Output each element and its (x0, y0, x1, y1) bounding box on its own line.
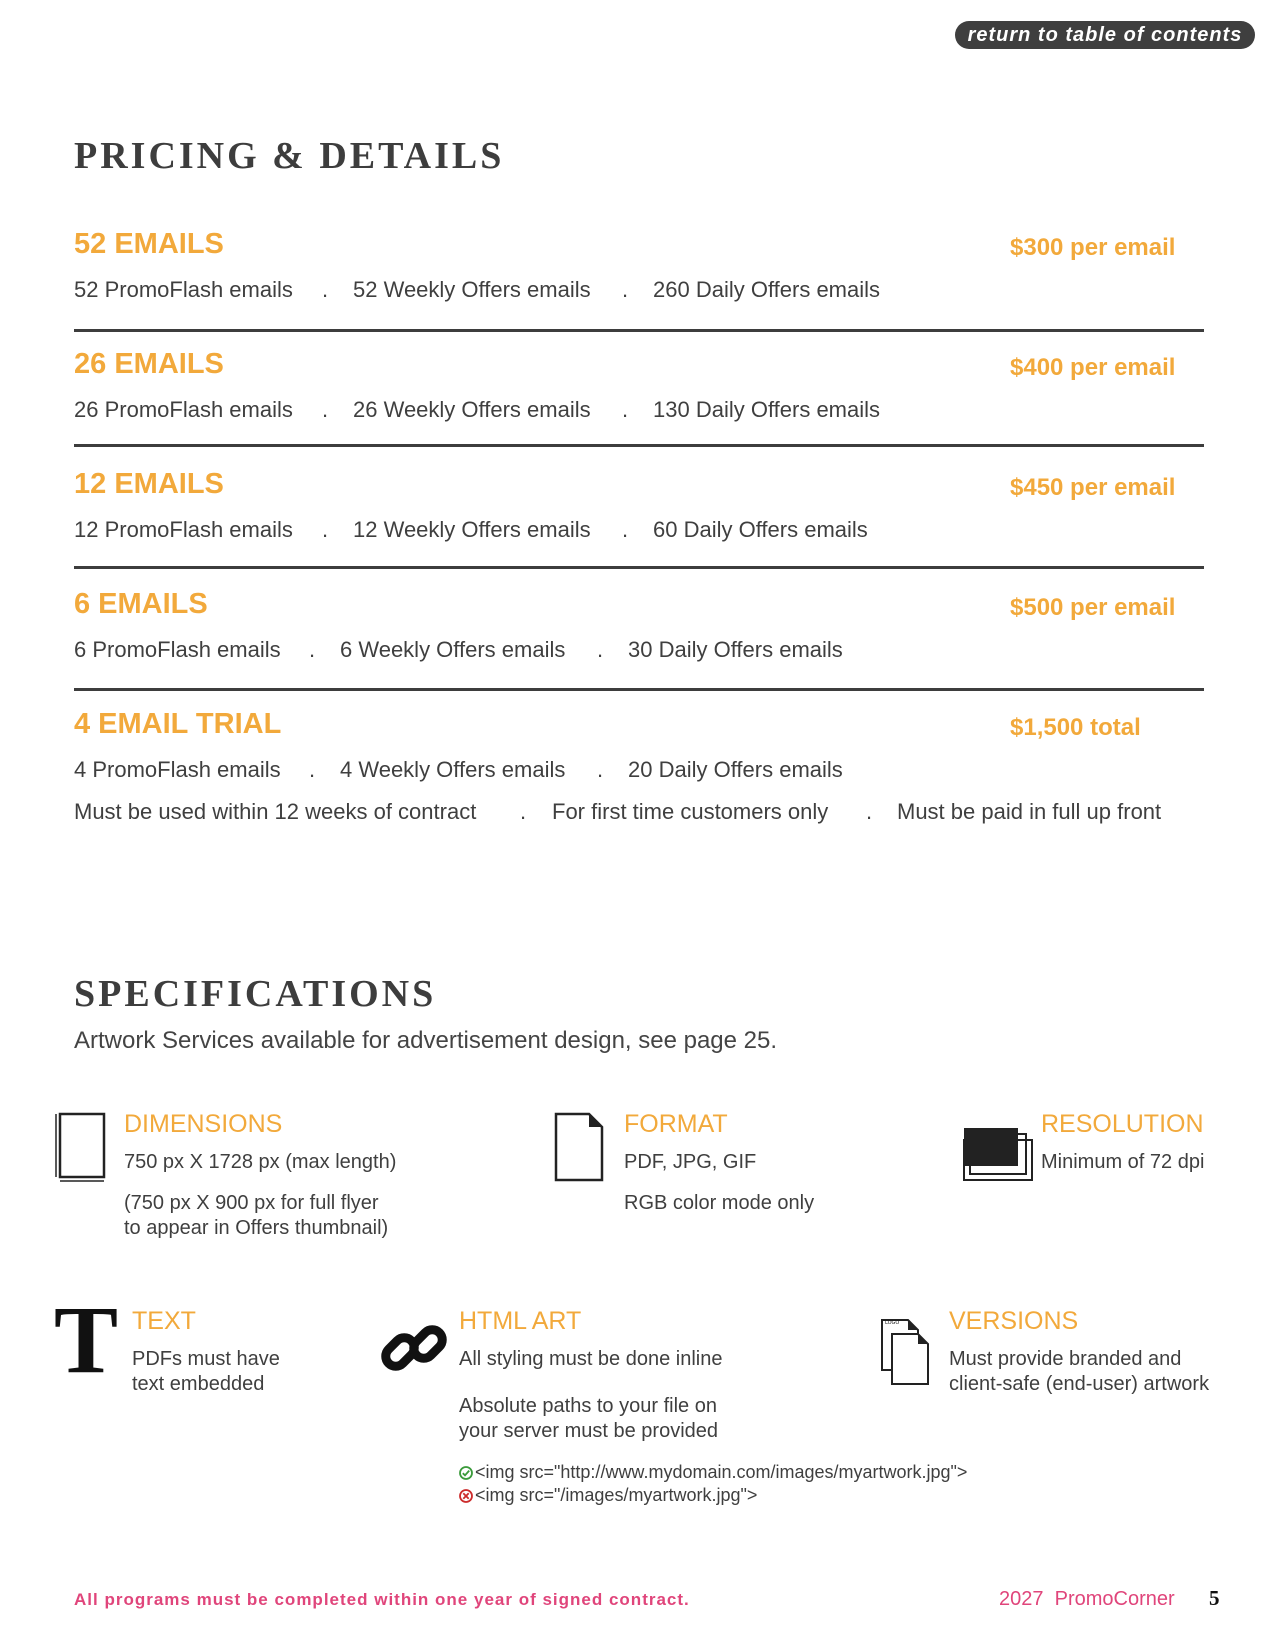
html-art-heading: HTML ART (459, 1307, 582, 1335)
text-icon: T (54, 1286, 119, 1393)
footer-note: All programs must be completed within one year of signed contract. (74, 1590, 690, 1609)
package-condition: Must be used within 12 weeks of contract (74, 799, 477, 824)
separator-dot: . (622, 277, 629, 302)
specifications-title: SPECIFICATIONS (74, 973, 437, 1015)
package-price: $300 per email (1010, 234, 1176, 261)
separator-dot: . (866, 799, 873, 824)
package-price: $400 per email (1010, 354, 1176, 381)
separator-dot: . (309, 757, 316, 782)
monitor-icon (962, 1126, 1034, 1182)
divider (74, 444, 1204, 447)
html-art-line: your server must be provided (459, 1420, 719, 1442)
separator-dot: . (309, 637, 316, 662)
package-detail: 4 PromoFlash emails (74, 757, 281, 782)
cross-icon (459, 1489, 473, 1503)
bad-example: <img src="/images/myartwork.jpg"> (475, 1485, 758, 1505)
package-name: 26 EMAILS (74, 348, 224, 380)
dimensions-line: (750 px X 900 px for full flyer (124, 1192, 379, 1214)
html-art-line: Absolute paths to your file on (459, 1395, 717, 1417)
versions-line: Must provide branded and (949, 1348, 1182, 1370)
package-detail: 60 Daily Offers emails (653, 517, 868, 542)
package-name: 4 EMAIL TRIAL (74, 708, 282, 740)
format-line: PDF, JPG, GIF (624, 1151, 757, 1173)
resolution-heading: RESOLUTION (1041, 1110, 1204, 1138)
page-number: 5 (1209, 1586, 1220, 1610)
divider (74, 329, 1204, 332)
resolution-line: Minimum of 72 dpi (1041, 1151, 1205, 1173)
dimensions-line: to appear in Offers thumbnail) (124, 1217, 389, 1239)
format-line: RGB color mode only (624, 1192, 815, 1214)
package-detail: 6 Weekly Offers emails (340, 637, 566, 662)
package-detail: 52 Weekly Offers emails (353, 277, 591, 302)
package-price: $500 per email (1010, 594, 1176, 621)
footer-brand: 2027 PromoCorner (999, 1588, 1175, 1610)
package-detail: 4 Weekly Offers emails (340, 757, 566, 782)
dimensions-heading: DIMENSIONS (124, 1110, 283, 1138)
separator-dot: . (597, 637, 604, 662)
separator-dot: . (622, 517, 629, 542)
divider (74, 688, 1204, 691)
text-line: text embedded (132, 1373, 265, 1395)
package-name: 52 EMAILS (74, 228, 224, 260)
page-size-icon (54, 1112, 106, 1184)
separator-dot: . (622, 397, 629, 422)
package-price: $450 per email (1010, 474, 1176, 501)
package-detail: 12 PromoFlash emails (74, 517, 293, 542)
package-name: 12 EMAILS (74, 468, 224, 500)
versions-logo-label: LOGO (885, 1320, 900, 1326)
divider (74, 566, 1204, 569)
package-detail: 6 PromoFlash emails (74, 637, 281, 662)
package-detail: 30 Daily Offers emails (628, 637, 843, 662)
package-detail: 20 Daily Offers emails (628, 757, 843, 782)
check-icon (459, 1466, 473, 1480)
package-detail: 12 Weekly Offers emails (353, 517, 591, 542)
document-icon (553, 1112, 605, 1184)
good-example: <img src="http://www.mydomain.com/images/myartwork.jpg"> (475, 1462, 968, 1482)
html-art-line: All styling must be done inline (459, 1348, 723, 1370)
link-icon (378, 1312, 450, 1384)
separator-dot: . (322, 517, 329, 542)
package-condition: Must be paid in full up front (897, 799, 1162, 824)
package-detail: 52 PromoFlash emails (74, 277, 293, 302)
versions-heading: VERSIONS (949, 1307, 1079, 1335)
text-heading: TEXT (132, 1307, 196, 1335)
format-heading: FORMAT (624, 1110, 728, 1138)
package-condition: For first time customers only (552, 799, 829, 824)
specifications-subtitle: Artwork Services available for advertisement design, see page 25. (74, 1027, 778, 1054)
package-detail: 260 Daily Offers emails (653, 277, 881, 302)
dimensions-line: 750 px X 1728 px (max length) (124, 1151, 397, 1173)
package-price: $1,500 total (1010, 714, 1141, 741)
package-detail: 26 PromoFlash emails (74, 397, 293, 422)
separator-dot: . (322, 277, 329, 302)
separator-dot: . (597, 757, 604, 782)
package-name: 6 EMAILS (74, 588, 208, 620)
separator-dot: . (322, 397, 329, 422)
return-to-toc-link[interactable]: return to table of contents (955, 21, 1255, 49)
text-line: PDFs must have (132, 1348, 280, 1370)
pricing-title: PRICING & DETAILS (74, 135, 505, 177)
package-detail: 26 Weekly Offers emails (353, 397, 591, 422)
versions-icon (880, 1318, 932, 1388)
separator-dot: . (520, 799, 527, 824)
versions-line: client-safe (end-user) artwork (949, 1373, 1210, 1395)
package-detail: 130 Daily Offers emails (653, 397, 881, 422)
